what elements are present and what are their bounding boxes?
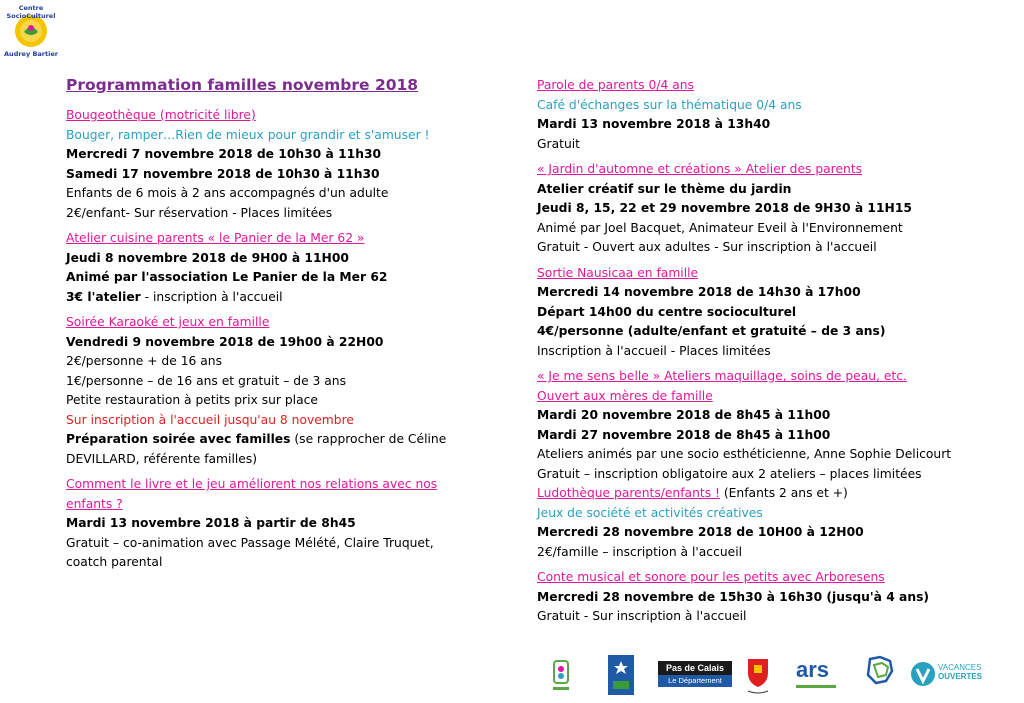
event-heading: enfants ? [66, 496, 123, 511]
event-heading: Conte musical et sonore pour les petits avec Arboresens [537, 570, 885, 584]
event-date: Mercredi 7 novembre 2018 de 10h30 à 11h30 [66, 147, 382, 161]
event-info: DEVILLARD, référente familles) [66, 451, 258, 466]
event-heading: Sortie Nausicaa en famille [537, 265, 699, 280]
event-heading: Parole de parents 0/4 ans [537, 78, 694, 92]
event-heading: Soirée Karaoké et jeux en famille [66, 315, 270, 329]
logo-text-bottom: Audrey Bartier [4, 50, 58, 58]
event-subtitle: Atelier créatif sur le thème du jardin [537, 181, 792, 196]
event-info [66, 430, 516, 450]
event-subtitle: Café d'échanges sur la thématique 0/4 ans [537, 97, 802, 112]
event-price: 2€/personne + de 16 ans [66, 354, 222, 368]
event-nausicaa [537, 264, 1007, 362]
partner-logos [550, 655, 1010, 697]
event-host: Ateliers animés par une socio esthéticienne, Anne Sophie Delicourt [537, 447, 952, 461]
event-price: 1€/personne – de 16 ans et gratuit – de 3 ans [66, 373, 347, 388]
event-heading: « Je me sens belle » Ateliers maquillage, soins de peau, etc. [537, 369, 907, 383]
prep-rest: (se rapprocher de Céline [290, 432, 447, 446]
crest-icon [744, 655, 772, 695]
event-date: Mardi 13 novembre 2018 à 13h40 [537, 117, 771, 131]
event-subtitle: Jeux de société et activités créatives [537, 505, 763, 520]
event-price: 4€/personne (adulte/enfant et gratuité – de 3 ans) [537, 324, 886, 338]
event-ludotheque [537, 484, 1007, 562]
event-heading: Ludothèque parents/enfants ! [537, 486, 720, 500]
ars-label: ars [796, 657, 830, 682]
ars-underline [796, 685, 836, 688]
event-date: Vendredi 9 novembre 2018 de 19h00 à 22H00 [66, 334, 384, 349]
left-column [66, 106, 516, 579]
event-heading: Atelier cuisine parents « le Panier de la Mer 62 » [66, 231, 365, 245]
event-jardin [537, 160, 1007, 258]
right-column [537, 76, 1007, 633]
event-date: Jeudi 8, 15, 22 et 29 novembre 2018 de 9H30 à 11H15 [537, 201, 912, 215]
page-title: Programmation familles novembre 2018 [66, 76, 419, 94]
event-parole-parents [537, 76, 1007, 154]
event-date: Mardi 20 novembre 2018 de 8h45 à 11h00 [537, 408, 831, 422]
event-date: Mercredi 28 novembre de 15h30 à 16h30 (jusqu'à 4 ans) [537, 589, 930, 604]
caf-logo-icon [606, 655, 636, 695]
event-price: Gratuit – inscription obligatoire aux 2 ateliers – places limitées [537, 466, 922, 481]
event-info: coatch parental [66, 555, 163, 569]
vacances-ouvertes-logo [910, 655, 1010, 695]
region-logo-icon [550, 655, 572, 695]
event-price: Gratuit - Ouvert aux adultes - Sur inscription à l'accueil [537, 240, 877, 254]
prep-bold: Préparation soirée avec familles [66, 432, 291, 446]
vo-icon [910, 659, 936, 689]
event-heading: Ouvert aux mères de famille [537, 388, 713, 403]
event-karaoke [66, 313, 516, 469]
departement-label: Le Département [658, 675, 732, 687]
event-info: Petite restauration à petits prix sur place [66, 393, 318, 407]
region-logo [550, 655, 572, 695]
event-info: Gratuit – co-animation avec Passage Mélété, Claire Truquet, [66, 535, 434, 550]
ouvertes-label: OUVERTES [938, 672, 983, 681]
event-info: Départ 14h00 du centre socioculturel [537, 304, 797, 319]
commune-crest-logo [744, 655, 772, 695]
event-heading: Bougeothèque (motricité libre) [66, 108, 256, 122]
event-price: Gratuit [537, 136, 580, 151]
logo-text-top: Centre SocioCulturel [6, 4, 56, 20]
caf-logo [606, 655, 636, 695]
vacances-label: VACANCES [938, 663, 982, 672]
centre-logo [2, 2, 60, 60]
event-price: Gratuit - Sur inscription à l'accueil [537, 609, 747, 623]
event-price [66, 288, 516, 308]
event-date: Mercredi 14 novembre 2018 de 14h30 à 17h00 [537, 285, 861, 299]
event-heading: « Jardin d'automne et créations » Atelier des parents [537, 162, 863, 176]
event-belle [537, 367, 1007, 484]
event-heading-line [537, 484, 1007, 504]
ars-logo [796, 655, 840, 695]
event-date: Mardi 13 novembre 2018 à partir de 8h45 [66, 516, 356, 530]
event-heading: Comment le livre et le jeu améliorent nos relations avec nos [66, 477, 438, 491]
event-heading-rest: (Enfants 2 ans et +) [719, 486, 848, 500]
pas-de-calais-label: Pas de Calais [658, 661, 732, 675]
event-date: Mercredi 28 novembre 2018 de 10H00 à 12H00 [537, 525, 864, 539]
event-info: Enfants de 6 mois à 2 ans accompagnés d'un adulte [66, 186, 389, 200]
event-livre-jeu [66, 475, 516, 573]
event-host: Animé par l'association Le Panier de la Mer 62 [66, 270, 388, 284]
event-date: Jeudi 8 novembre 2018 de 9H00 à 11H00 [66, 250, 349, 265]
event-host: Animé par Joel Bacquet, Animateur Eveil à l'Environnement [537, 220, 903, 235]
event-bougeotheque [66, 106, 516, 223]
price-bold: 3€ l'atelier [66, 289, 141, 304]
hauts-de-france-icon [864, 655, 896, 695]
hauts-de-france-logo [864, 655, 896, 695]
event-price: 2€/famille – inscription à l'accueil [537, 544, 743, 559]
event-date: Samedi 17 novembre 2018 de 10h30 à 11h30 [66, 166, 380, 181]
pas-de-calais-logo [658, 655, 732, 695]
event-signup-deadline: Sur inscription à l'accueil jusqu'au 8 novembre [66, 412, 354, 427]
event-signup: Inscription à l'accueil - Places limitées [537, 343, 771, 358]
event-cuisine [66, 229, 516, 307]
price-rest: - inscription à l'accueil [140, 289, 283, 304]
event-subtitle: Bouger, ramper…Rien de mieux pour grandir et s'amuser ! [66, 127, 430, 142]
event-date: Mardi 27 novembre 2018 de 8h45 à 11h00 [537, 427, 831, 442]
event-conte [537, 568, 1007, 627]
event-price: 2€/enfant- Sur réservation - Places limitées [66, 205, 333, 220]
